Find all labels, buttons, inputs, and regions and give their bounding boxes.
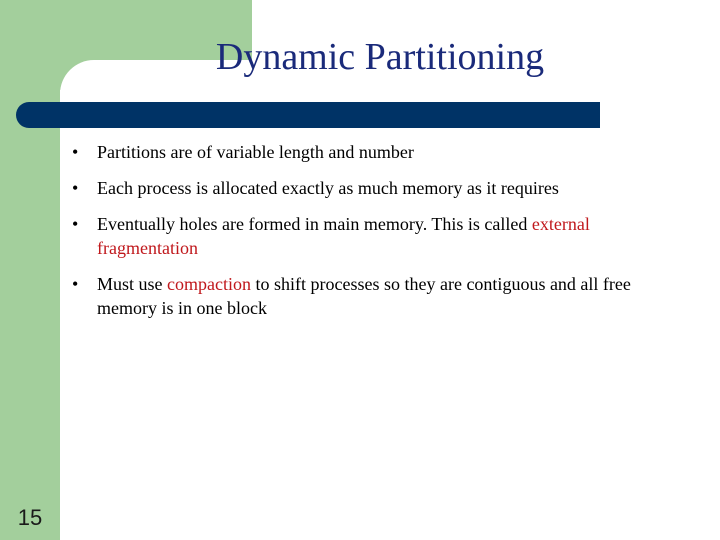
bullet-marker: • xyxy=(72,178,79,198)
title-underline-bar xyxy=(16,102,600,128)
bullet-item xyxy=(72,176,672,200)
bullet-marker: • xyxy=(72,274,79,294)
bullet-text: Must use xyxy=(97,274,168,294)
bullet-marker: • xyxy=(72,214,79,234)
slide-title: Dynamic Partitioning xyxy=(215,36,545,78)
slide-number: 15 xyxy=(17,505,43,530)
bullet-list xyxy=(72,140,672,332)
bullet-text-tail: to shift processes so they are contiguous and all free memory is in one block xyxy=(97,274,631,318)
highlight-term: compaction xyxy=(167,274,251,294)
left-accent-band xyxy=(0,0,60,540)
bullet-item xyxy=(72,140,672,164)
bullet-text: Eventually holes are formed in main memory. This is called xyxy=(97,214,532,234)
bullet-text: Partitions are of variable length and number xyxy=(97,142,414,162)
highlight-term: external fragmentation xyxy=(97,214,590,258)
bullet-item xyxy=(72,272,672,320)
bullet-item xyxy=(72,212,672,260)
bullet-marker: • xyxy=(72,142,79,162)
bullet-text: Each process is allocated exactly as much memory as it requires xyxy=(97,178,559,198)
